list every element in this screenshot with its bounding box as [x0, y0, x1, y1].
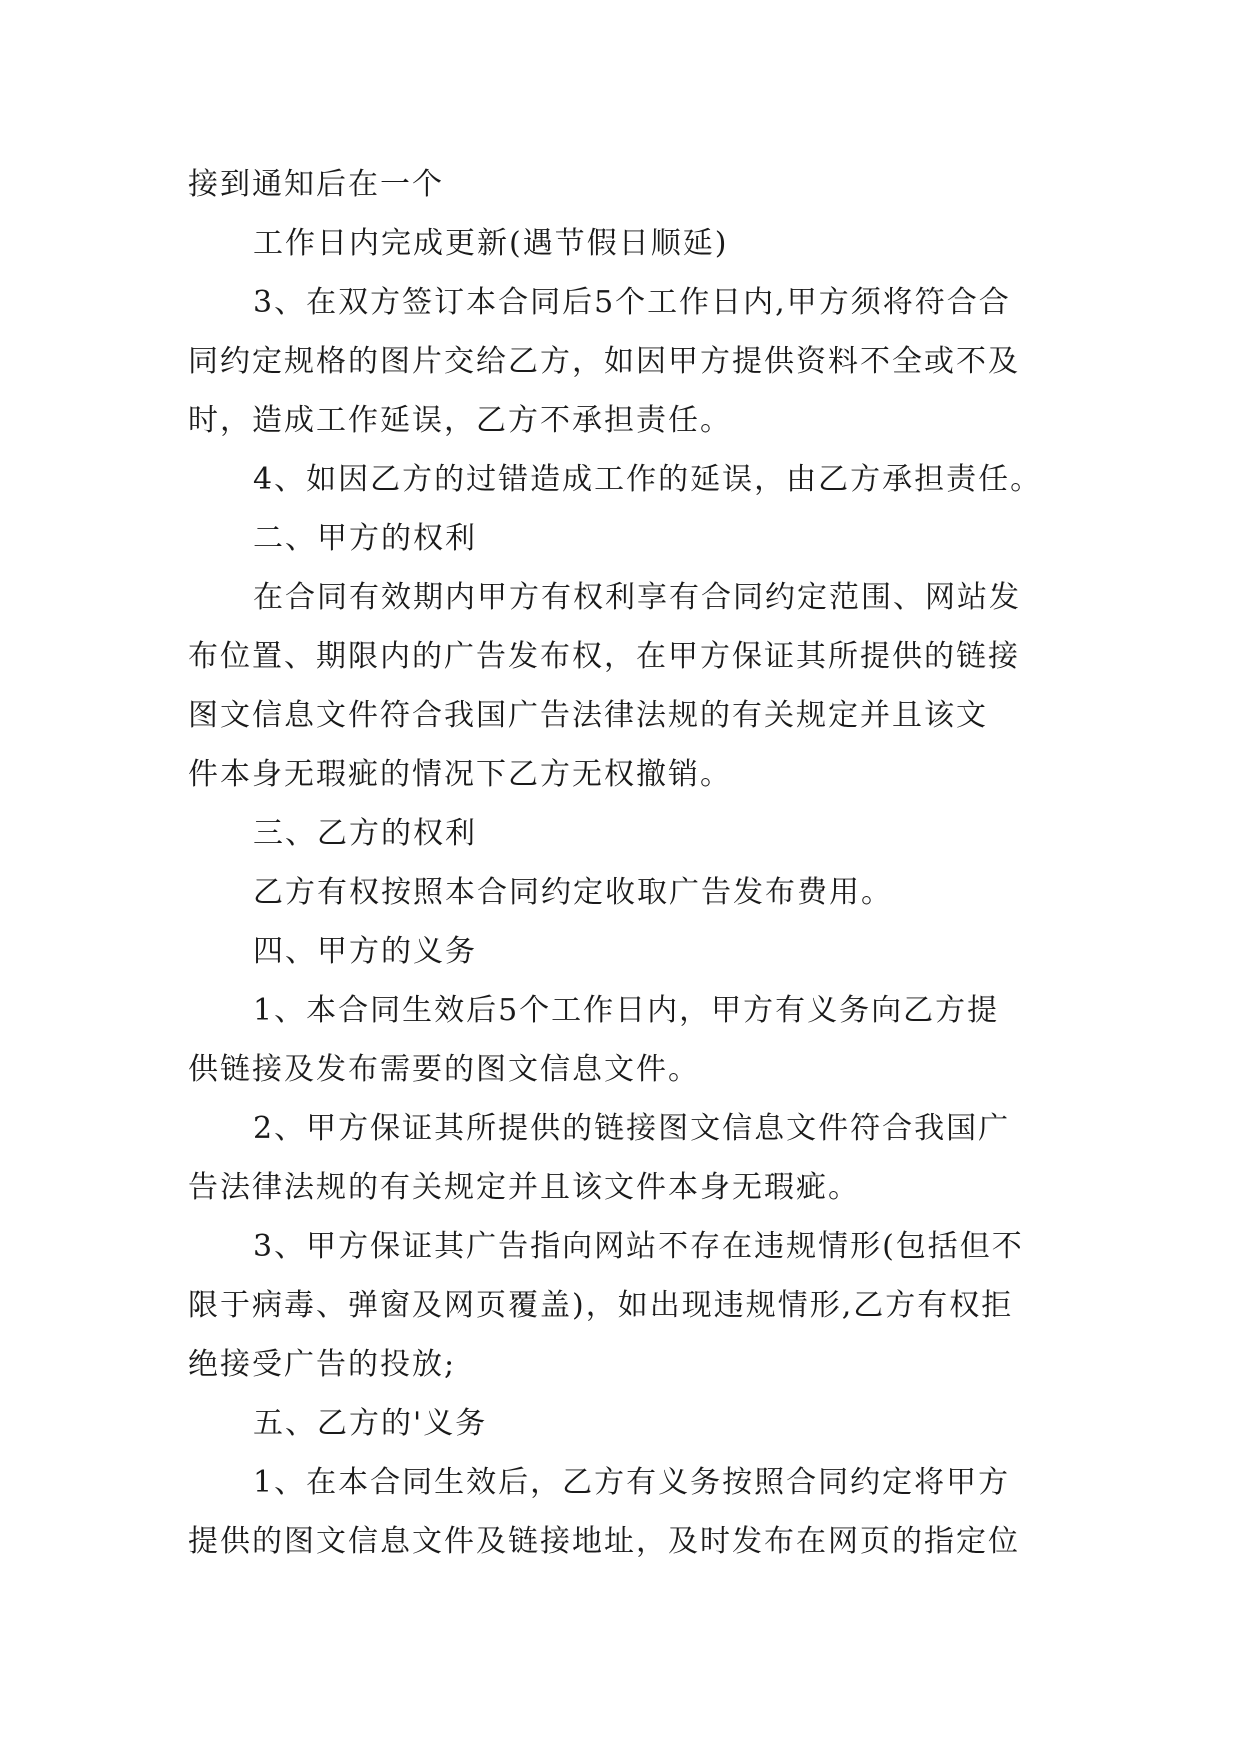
text-line: 供链接及发布需要的图文信息文件。 — [188, 1052, 700, 1087]
text-line: 1、本合同生效后5个工作日内，甲方有义务向乙方提 — [253, 993, 1000, 1028]
text-line: 乙方有权按照本合同约定收取广告发布费用。 — [253, 875, 893, 910]
text-line: 时，造成工作延误，乙方不承担责任。 — [188, 403, 732, 438]
section-heading: 四、甲方的义务 — [253, 934, 477, 969]
text-line: 布位置、期限内的广告发布权，在甲方保证其所提供的链接 — [188, 639, 1020, 674]
text-line: 在合同有效期内甲方有权利享有合同约定范围、网站发 — [253, 580, 1021, 615]
text-line: 图文信息文件符合我国广告法律法规的有关规定并且该文 — [188, 698, 988, 733]
text-line: 绝接受广告的投放; — [188, 1347, 457, 1382]
text-line: 2、甲方保证其所提供的链接图文信息文件符合我国广 — [253, 1111, 1011, 1146]
section-heading: 二、甲方的权利 — [253, 521, 477, 556]
text-line: 3、在双方签订本合同后5个工作日内,甲方须将符合合 — [253, 285, 1011, 320]
text-line: 限于病毒、弹窗及网页覆盖)，如出现违规情形,乙方有权拒 — [188, 1288, 1014, 1323]
text-line: 3、甲方保证其广告指向网站不存在违规情形(包括但不 — [253, 1229, 1024, 1264]
text-line: 4、如因乙方的过错造成工作的延误，由乙方承担责任。 — [253, 462, 1043, 497]
text-line: 件本身无瑕疵的情况下乙方无权撤销。 — [188, 757, 732, 792]
text-line: 同约定规格的图片交给乙方，如因甲方提供资料不全或不及 — [188, 344, 1020, 379]
text-line: 接到通知后在一个 — [188, 167, 444, 202]
text-line: 告法律法规的有关规定并且该文件本身无瑕疵。 — [188, 1170, 860, 1205]
text-line: 1、在本合同生效后，乙方有义务按照合同约定将甲方 — [253, 1465, 1011, 1500]
text-line: 提供的图文信息文件及链接地址，及时发布在网页的指定位 — [188, 1524, 1020, 1559]
text-line: 工作日内完成更新(遇节假日顺延) — [253, 226, 729, 261]
section-heading: 五、乙方的'义务 — [253, 1406, 488, 1441]
section-heading: 三、乙方的权利 — [253, 816, 477, 851]
